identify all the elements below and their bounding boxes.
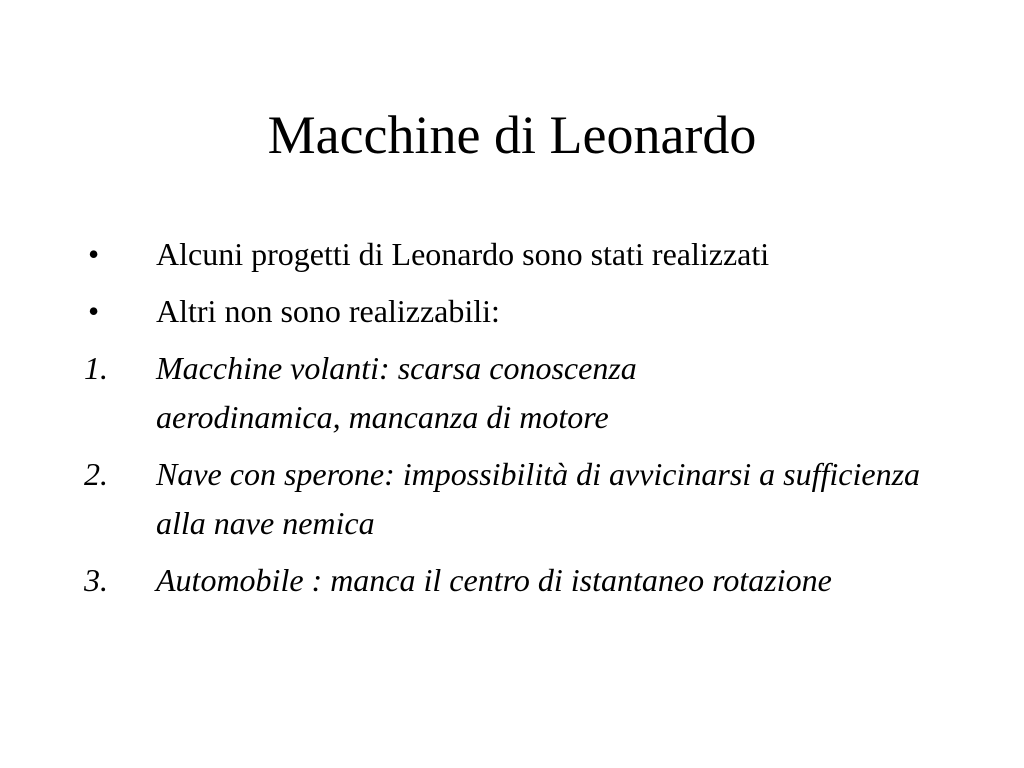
bullet-item (84, 230, 964, 279)
numbered-text: Macchine volanti: scarsa conoscenza aerodinamica, mancanza di motore (156, 350, 637, 435)
numbered-item (84, 556, 964, 605)
bullet-marker: • (88, 236, 100, 272)
number-marker: 2. (84, 456, 108, 492)
numbered-text: Nave con sperone: impossibilità di avvicinarsi a sufficienza alla nave nemica (156, 456, 921, 541)
number-marker: 3. (84, 562, 108, 598)
numbered-item (84, 450, 964, 548)
bullet-text: Alcuni progetti di Leonardo sono stati realizzati (156, 236, 770, 272)
slide-content (84, 230, 964, 613)
bullet-marker: • (88, 293, 100, 329)
numbered-item (84, 344, 964, 442)
slide-title: Macchine di Leonardo (267, 105, 757, 165)
number-marker: 1. (84, 350, 108, 386)
bullet-item (84, 287, 964, 336)
bullet-text: Altri non sono realizzabili: (156, 293, 500, 329)
numbered-text: Automobile : manca il centro di istantaneo rotazione (156, 562, 832, 598)
